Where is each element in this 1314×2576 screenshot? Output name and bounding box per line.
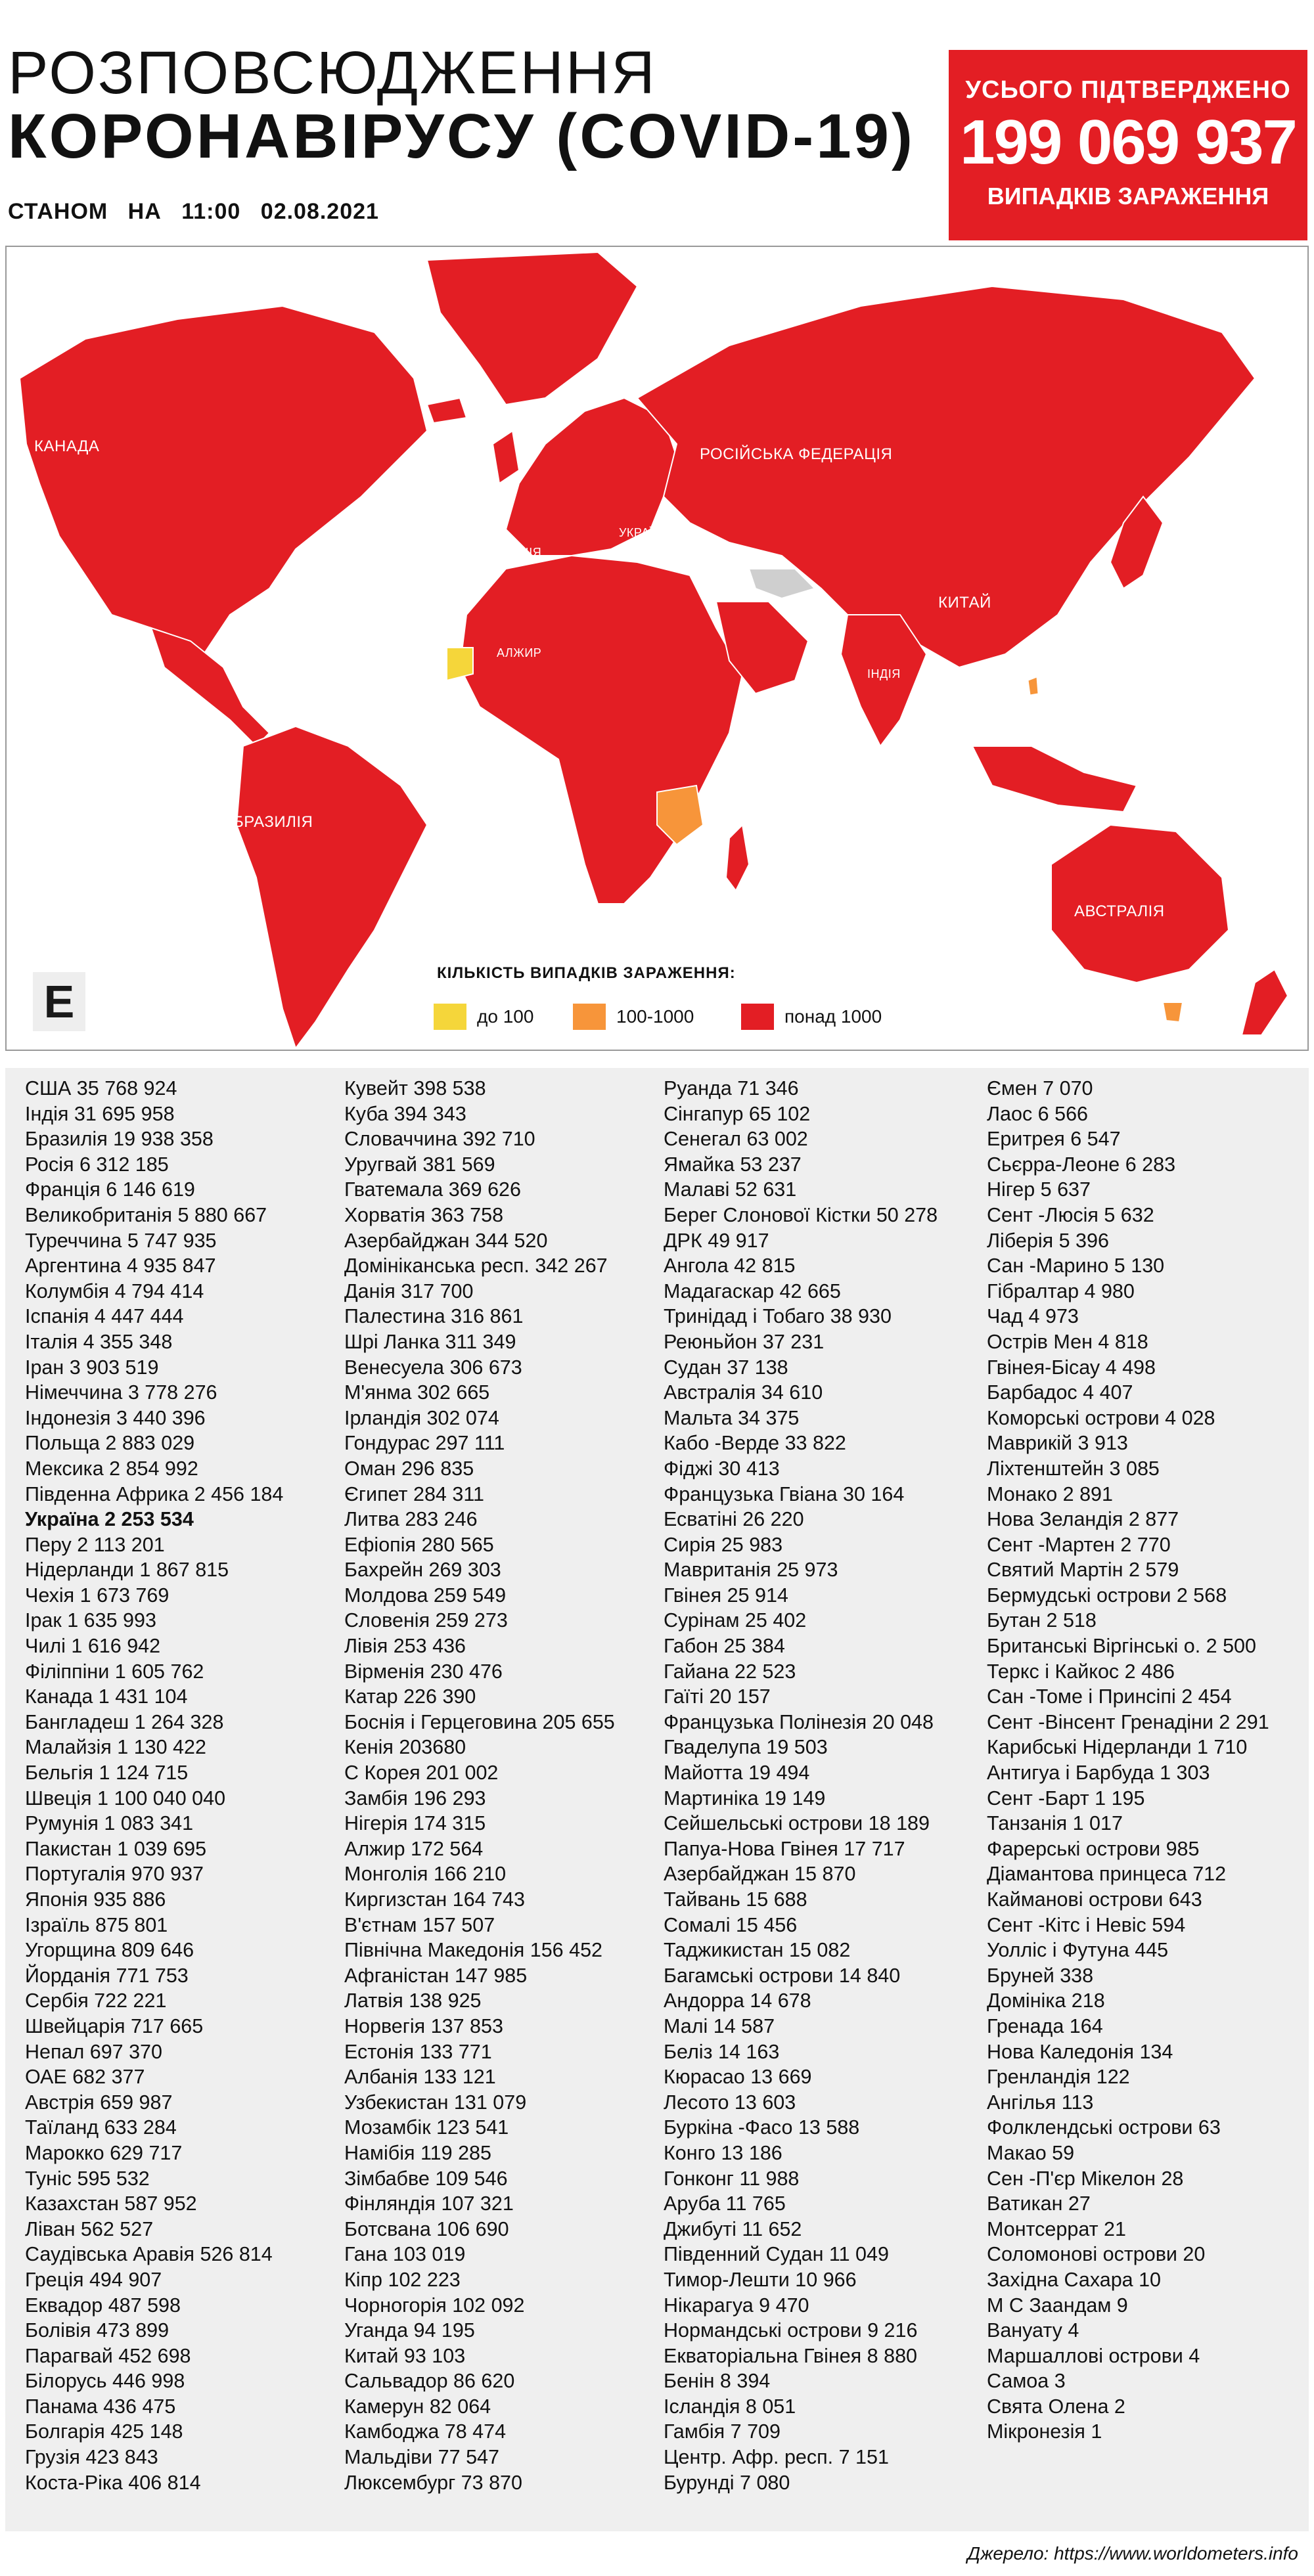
country-entry: Фолклендські острови 63 <box>987 2116 1221 2139</box>
map-label-brazil: БРАЗИЛІЯ <box>233 813 313 831</box>
legend-label-low: до 100 <box>477 1006 534 1027</box>
world-map-svg <box>7 247 1309 1051</box>
country-entry: Словенія 259 273 <box>344 1609 508 1632</box>
country-entry: США 35 768 924 <box>25 1077 177 1099</box>
country-entry: Білорусь 446 998 <box>25 2370 185 2393</box>
legend-swatch-red <box>741 1004 774 1030</box>
country-entry: Сан -Марино 5 130 <box>987 1255 1165 1277</box>
country-entry: Багамські острови 14 840 <box>664 1964 901 1987</box>
country-entry: Майотта 19 494 <box>664 1762 810 1785</box>
country-entry: Грузія 423 843 <box>25 2446 158 2469</box>
country-entry: Болівія 473 899 <box>25 2319 170 2342</box>
country-entry: Антигуа і Барбуда 1 303 <box>987 1762 1210 1785</box>
country-entry: Гваделупа 19 503 <box>664 1736 828 1759</box>
country-entry: Кабо -Верде 33 822 <box>664 1432 846 1455</box>
country-entry: Албанія 133 121 <box>344 2066 496 2089</box>
country-entry: Самоа 3 <box>987 2370 1066 2393</box>
indonesia-shape <box>972 746 1137 812</box>
country-entry: Нова Зеландія 2 877 <box>987 1508 1179 1531</box>
country-entry: Єгипет 284 311 <box>344 1482 484 1505</box>
country-entry: Перу 2 113 201 <box>25 1533 165 1556</box>
date-line <box>8 199 392 225</box>
legend-label-high: понад 1000 <box>784 1006 882 1027</box>
country-entry: Святий Мартін 2 579 <box>987 1559 1179 1582</box>
country-entry: Боснія і Герцеговина 205 655 <box>344 1710 615 1733</box>
country-entry: Малі 14 587 <box>664 2014 775 2037</box>
legend-item-high <box>741 1002 882 1031</box>
country-entry: Нова Каледонія 134 <box>987 2040 1173 2063</box>
country-entry: Мальта 34 375 <box>664 1406 800 1429</box>
country-entry: Іран 3 903 519 <box>25 1356 159 1379</box>
country-entry: Мікронезія 1 <box>987 2420 1102 2443</box>
country-entry: Бенін 8 394 <box>664 2370 771 2393</box>
country-entry: Ліхтенштейн 3 085 <box>987 1457 1160 1480</box>
country-entry: С Корея 201 002 <box>344 1762 499 1785</box>
country-entry: Папуа-Нова Гвінея 17 717 <box>664 1837 905 1860</box>
country-entry: Казахстан 587 952 <box>25 2192 197 2215</box>
country-entry: Острів Мен 4 818 <box>987 1330 1148 1353</box>
country-column-4 <box>987 1076 1269 2445</box>
country-entry: Південна Африка 2 456 184 <box>25 1482 284 1505</box>
country-entry: Люксембург 73 870 <box>344 2471 522 2494</box>
date-prefix: СТАНОМ <box>8 199 108 224</box>
country-entry: Андорра 14 678 <box>664 1989 811 2012</box>
africa-shape <box>460 556 742 904</box>
country-entry: Бельгія 1 124 715 <box>25 1762 189 1785</box>
country-entry: Сенегал 63 002 <box>664 1128 808 1151</box>
country-entry: Бразилія 19 938 358 <box>25 1128 214 1151</box>
country-entry: Уганда 94 195 <box>344 2319 475 2342</box>
country-entry: Фіджі 30 413 <box>664 1457 780 1480</box>
country-entry: Туніс 595 532 <box>25 2167 150 2190</box>
legend-swatch-yellow <box>434 1004 466 1030</box>
map-label-canada: КАНАДА <box>34 437 100 455</box>
confirmed-number: 199 069 937 <box>960 107 1296 177</box>
country-entry: Екваторіальна Гвінея 8 880 <box>664 2344 918 2367</box>
country-entry: Ірландія 302 074 <box>344 1406 499 1429</box>
country-entry: Судан 37 138 <box>664 1356 788 1379</box>
legend-swatch-orange <box>573 1004 606 1030</box>
country-entry: Лесото 13 603 <box>664 2091 796 2114</box>
country-entry: Гамбія 7 709 <box>664 2420 781 2443</box>
country-entry: Венесуела 306 673 <box>344 1356 522 1379</box>
country-entry: Сент -Мартен 2 770 <box>987 1533 1171 1556</box>
map-label-algeria: АЛЖИР <box>497 646 542 659</box>
map-label-usa: США <box>45 574 82 592</box>
country-entry: Шрі Ланка 311 349 <box>344 1330 516 1353</box>
country-entry: Сьєрра-Леоне 6 283 <box>987 1153 1176 1176</box>
country-entry: Танзанія 1 017 <box>987 1812 1123 1835</box>
country-entry: Нікарагуа 9 470 <box>664 2294 809 2317</box>
country-entry: Йорданія 771 753 <box>25 1964 189 1987</box>
country-entry: Польща 2 883 029 <box>25 1432 195 1455</box>
country-entry: Кіпр 102 223 <box>344 2268 461 2291</box>
country-entry: Литва 283 246 <box>344 1508 478 1531</box>
country-entry: Ізраїль 875 801 <box>25 1913 168 1936</box>
country-entry: Швейцарія 717 665 <box>25 2014 204 2037</box>
country-entry: Французька Полінезія 20 048 <box>664 1710 934 1733</box>
country-entry: Бахрейн 269 303 <box>344 1559 501 1582</box>
country-list <box>5 1068 1309 2531</box>
country-entry: Мавританія 25 973 <box>664 1559 838 1582</box>
country-entry: Узбекистан 131 079 <box>344 2091 527 2114</box>
country-entry: Португалія 970 937 <box>25 1863 204 1886</box>
country-entry: Монтсеррат 21 <box>987 2217 1126 2240</box>
country-entry: Угорщина 809 646 <box>25 1939 194 1962</box>
tasmania-shape <box>1163 1002 1183 1022</box>
country-entry: Афганістан 147 985 <box>344 1964 528 1987</box>
country-entry: Великобританія 5 880 667 <box>25 1203 267 1226</box>
country-entry: Коморські острови 4 028 <box>987 1406 1215 1429</box>
country-entry: Ефіопія 280 565 <box>344 1533 494 1556</box>
country-entry: Коста-Ріка 406 814 <box>25 2471 201 2494</box>
source-note: Джерело: https://www.worldometers.info <box>967 2543 1298 2564</box>
map-label-india: ІНДІЯ <box>867 667 901 680</box>
country-entry: Сальвадор 86 620 <box>344 2370 515 2393</box>
legend-item-low <box>434 1002 533 1031</box>
country-entry: Маршаллові острови 4 <box>987 2344 1200 2367</box>
country-entry: Гвінея-Бісау 4 498 <box>987 1356 1156 1379</box>
country-entry: Швеція 1 100 040 040 <box>25 1787 226 1810</box>
country-entry: Карибські Нідерланди 1 710 <box>987 1736 1248 1759</box>
country-entry: Домініка 218 <box>987 1989 1105 2012</box>
country-entry: Зімбабве 109 546 <box>344 2167 508 2190</box>
country-entry: Гвінея 25 914 <box>664 1584 788 1607</box>
country-entry: Чехія 1 673 769 <box>25 1584 170 1607</box>
country-entry: Ангілья 113 <box>987 2091 1094 2114</box>
date-value: 02.08.2021 <box>260 199 379 224</box>
country-entry: Таджикистан 15 082 <box>664 1939 851 1962</box>
date-on: НА <box>127 199 162 224</box>
country-entry: Монако 2 891 <box>987 1482 1113 1505</box>
country-entry: Камбоджа 78 474 <box>344 2420 507 2443</box>
country-entry: Аруба 11 765 <box>664 2192 786 2215</box>
country-column-1 <box>25 1076 283 2495</box>
country-entry: Сурінам 25 402 <box>664 1609 807 1632</box>
country-entry: Італія 4 355 348 <box>25 1330 173 1353</box>
country-entry: Азербайджан 344 520 <box>344 1229 548 1252</box>
map-label-ukraine: УКРАЇНА <box>619 526 671 539</box>
country-entry: Гаїті 20 157 <box>664 1685 771 1708</box>
country-entry: Румунія 1 083 341 <box>25 1812 194 1835</box>
country-entry: Азербайджан 15 870 <box>664 1863 856 1886</box>
country-entry: Китай 93 103 <box>344 2344 466 2367</box>
country-entry: Парагвай 452 698 <box>25 2344 191 2367</box>
country-entry: Соломонові острови 20 <box>987 2243 1206 2266</box>
country-entry: Канада 1 431 104 <box>25 1685 188 1708</box>
country-entry: Фінляндія 107 321 <box>344 2192 514 2215</box>
country-entry: Сан -Томе і Принсіпі 2 454 <box>987 1685 1232 1708</box>
country-entry: Еквадор 487 598 <box>25 2294 181 2317</box>
country-entry: ОАЕ 682 377 <box>25 2066 145 2089</box>
date-time: 11:00 <box>181 199 241 224</box>
country-entry: Норвегія 137 853 <box>344 2014 503 2037</box>
legend-label-mid: 100-1000 <box>616 1006 694 1027</box>
country-entry: Росія 6 312 185 <box>25 1153 169 1176</box>
country-entry: Ліван 562 527 <box>25 2217 154 2240</box>
south-america-shape <box>237 726 427 1048</box>
country-entry: Сейшельські острови 18 189 <box>664 1812 930 1835</box>
country-entry: Конго 13 186 <box>664 2141 782 2164</box>
country-entry: Французька Гвіана 30 164 <box>664 1482 905 1505</box>
country-entry: Киргизстан 164 743 <box>344 1888 525 1911</box>
country-entry: Бурунді 7 080 <box>664 2471 790 2494</box>
country-entry: Іспанія 4 447 444 <box>25 1305 184 1328</box>
country-entry: Малаві 52 631 <box>664 1178 797 1201</box>
country-entry: Марокко 629 717 <box>25 2141 183 2164</box>
country-entry: Куба 394 343 <box>344 1102 466 1125</box>
country-entry: Макао 59 <box>987 2141 1075 2164</box>
confirmed-box <box>949 50 1307 240</box>
country-entry: Руанда 71 346 <box>664 1077 799 1099</box>
country-entry: Тимор-Лешти 10 966 <box>664 2268 857 2291</box>
country-entry: Чилі 1 616 942 <box>25 1635 161 1658</box>
country-entry: Бутан 2 518 <box>987 1609 1097 1632</box>
country-entry: Західна Сахара 10 <box>987 2268 1162 2291</box>
country-entry: Ліберія 5 396 <box>987 1229 1109 1252</box>
country-entry: Есватіні 26 220 <box>664 1508 804 1531</box>
country-entry: Катар 226 390 <box>344 1685 476 1708</box>
confirmed-label-top: УСЬОГО ПІДТВЕРДЖЕНО <box>965 76 1291 104</box>
iceland-shape <box>427 398 466 423</box>
country-entry: Молдова 259 549 <box>344 1584 507 1607</box>
confirmed-label-bottom: ВИПАДКІВ ЗАРАЖЕННЯ <box>987 182 1269 210</box>
country-entry: Ботсвана 106 690 <box>344 2217 509 2240</box>
country-entry: Сербія 722 221 <box>25 1989 167 2012</box>
country-entry: Данія 317 700 <box>344 1279 474 1302</box>
country-entry: Нігерія 174 315 <box>344 1812 486 1835</box>
country-entry: Реюньйон 37 231 <box>664 1330 825 1353</box>
country-entry: Ямайка 53 237 <box>664 1153 802 1176</box>
madagascar-shape <box>726 825 749 891</box>
country-entry: Ангола 42 815 <box>664 1255 796 1277</box>
country-entry: Гібралтар 4 980 <box>987 1279 1135 1302</box>
greenland-shape <box>427 252 637 405</box>
country-entry: Британські Віргінські о. 2 500 <box>987 1635 1256 1658</box>
country-entry: Кенія 203680 <box>344 1736 466 1759</box>
country-entry: Гренландія 122 <box>987 2066 1130 2089</box>
country-entry: Беліз 14 163 <box>664 2040 780 2063</box>
country-entry: Нідерланди 1 867 815 <box>25 1559 229 1582</box>
country-entry: Барбадос 4 407 <box>987 1381 1133 1404</box>
country-entry: Південний Судан 11 049 <box>664 2243 889 2266</box>
country-entry: Пакистан 1 039 695 <box>25 1837 207 1860</box>
country-entry: Уолліс і Футуна 445 <box>987 1939 1169 1962</box>
country-entry: Саудівська Аравія 526 814 <box>25 2243 273 2266</box>
country-entry: Німеччина 3 778 276 <box>25 1381 217 1404</box>
central-america-shape <box>151 628 269 746</box>
country-entry: Сирія 25 983 <box>664 1533 783 1556</box>
country-entry: Панама 436 475 <box>25 2395 176 2418</box>
legend-title: КІЛЬКІСТЬ ВИПАДКІВ ЗАРАЖЕННЯ: <box>437 964 736 982</box>
north-america-shape <box>20 306 427 654</box>
country-entry: Гватемала 369 626 <box>344 1178 521 1201</box>
country-entry: Ватикан 27 <box>987 2192 1091 2215</box>
country-entry: Північна Македонія 156 452 <box>344 1939 603 1962</box>
country-entry: Кувейт 398 538 <box>344 1077 486 1099</box>
country-entry: Мальдіви 77 547 <box>344 2446 499 2469</box>
country-entry: Вануату 4 <box>987 2319 1079 2342</box>
country-entry: Австрія 659 987 <box>25 2091 173 2114</box>
country-entry: В'єтнам 157 507 <box>344 1913 495 1936</box>
espreso-logo: E <box>33 972 85 1031</box>
country-entry: Сент -Кітс і Невіс 594 <box>987 1913 1186 1936</box>
country-entry: Ірак 1 635 993 <box>25 1609 156 1632</box>
country-entry: Сент -Люсія 5 632 <box>987 1203 1154 1226</box>
country-entry: Бангладеш 1 264 328 <box>25 1710 224 1733</box>
country-entry: Габон 25 384 <box>664 1635 785 1658</box>
country-entry: Гренада 164 <box>987 2014 1103 2037</box>
country-column-2 <box>344 1076 615 2495</box>
title-line-1: РОЗПОВСЮДЖЕННЯ <box>8 39 657 106</box>
country-entry: Колумбія 4 794 414 <box>25 1279 204 1302</box>
country-entry: Буркіна -Фасо 13 588 <box>664 2116 860 2139</box>
country-entry: Болгарія 425 148 <box>25 2420 183 2443</box>
country-entry: Сомалі 15 456 <box>664 1913 798 1936</box>
map-label-russia: РОСІЙСЬКА ФЕДЕРАЦІЯ <box>700 445 893 463</box>
country-entry: Джибуті 11 652 <box>664 2217 802 2240</box>
country-entry: Монголія 166 210 <box>344 1863 507 1886</box>
country-entry: Сент -Барт 1 195 <box>987 1787 1145 1810</box>
caspian-sea-shape <box>729 546 742 579</box>
country-entry: Замбія 196 293 <box>344 1787 486 1810</box>
country-entry: Сінгапур 65 102 <box>664 1102 811 1125</box>
country-entry: Маврикій 3 913 <box>987 1432 1128 1455</box>
country-entry: Хорватія 363 758 <box>344 1203 504 1226</box>
country-entry: Гайана 22 523 <box>664 1660 796 1683</box>
country-entry: Теркс і Кайкос 2 486 <box>987 1660 1175 1683</box>
country-entry: Оман 296 835 <box>344 1457 474 1480</box>
country-entry: Фарерські острови 985 <box>987 1837 1200 1860</box>
country-entry: Австралія 34 610 <box>664 1381 823 1404</box>
country-entry: Гана 103 019 <box>344 2243 466 2266</box>
country-entry: Туреччина 5 747 935 <box>25 1229 217 1252</box>
country-entry: Нігер 5 637 <box>987 1178 1091 1201</box>
country-entry: Лаос 6 566 <box>987 1102 1088 1125</box>
country-entry: Латвія 138 925 <box>344 1989 482 2012</box>
country-entry: Індія 31 695 958 <box>25 1102 175 1125</box>
country-entry: Камерун 82 064 <box>344 2395 491 2418</box>
country-entry: Філіппіни 1 605 762 <box>25 1660 204 1683</box>
country-entry: Чад 4 973 <box>987 1305 1079 1328</box>
country-entry: Вірменія 230 476 <box>344 1660 503 1683</box>
country-entry: Бермудські острови 2 568 <box>987 1584 1227 1607</box>
country-entry: Франція 6 146 619 <box>25 1178 195 1201</box>
western-sahara-shape <box>447 648 473 680</box>
country-entry: Ємен 7 070 <box>987 1077 1093 1099</box>
country-entry: Ісландія 8 051 <box>664 2395 796 2418</box>
country-entry: Непал 697 370 <box>25 2040 162 2063</box>
country-entry: Гонконг 11 988 <box>664 2167 800 2190</box>
country-entry: Еритрея 6 547 <box>987 1128 1121 1151</box>
country-entry: Домініканська респ. 342 267 <box>344 1255 608 1277</box>
country-entry: Чорногорія 102 092 <box>344 2294 525 2317</box>
country-entry: Намібія 119 285 <box>344 2141 491 2164</box>
legend-item-mid <box>573 1002 694 1031</box>
map-label-france: ФРАНЦІЯ <box>486 546 542 559</box>
country-entry: Мартиніка 19 149 <box>664 1787 826 1810</box>
country-entry: Кайманові острови 643 <box>987 1888 1202 1911</box>
country-entry: Бруней 338 <box>987 1964 1094 1987</box>
country-entry: Уругвай 381 569 <box>344 1153 495 1176</box>
country-entry: Тайвань 15 688 <box>664 1888 807 1911</box>
country-entry: Сен -П'єр Мікелон 28 <box>987 2167 1184 2190</box>
country-entry: Кюрасао 13 669 <box>664 2066 812 2089</box>
new-zealand-shape <box>1242 969 1288 1035</box>
country-entry: Греція 494 907 <box>25 2268 162 2291</box>
country-column-3 <box>664 1076 938 2495</box>
country-entry: Україна 2 253 534 <box>25 1508 194 1531</box>
country-entry: Таїланд 633 284 <box>25 2116 177 2139</box>
country-entry: Словаччина 392 710 <box>344 1128 535 1151</box>
country-entry: Свята Олена 2 <box>987 2395 1125 2418</box>
country-entry: Малайзія 1 130 422 <box>25 1736 206 1759</box>
title-line-2: КОРОНАВІРУСУ (COVID-19) <box>8 101 916 171</box>
country-entry: М'янма 302 665 <box>344 1381 490 1404</box>
country-entry: Лівія 253 436 <box>344 1635 466 1658</box>
country-entry: Мексика 2 854 992 <box>25 1457 198 1480</box>
taiwan-shape <box>1028 677 1038 695</box>
country-entry: Естонія 133 771 <box>344 2040 492 2063</box>
country-entry: Гондурас 297 111 <box>344 1432 505 1455</box>
country-entry: Тринідад і Тобаго 38 930 <box>664 1305 892 1328</box>
country-entry: Індонезія 3 440 396 <box>25 1406 206 1429</box>
map-label-china: КИТАЙ <box>938 594 991 611</box>
country-entry: Аргентина 4 935 847 <box>25 1255 216 1277</box>
country-entry: Палестина 316 861 <box>344 1305 524 1328</box>
uk-shape <box>493 431 519 483</box>
country-entry: М С Заандам 9 <box>987 2294 1128 2317</box>
country-entry: Сент -Вінсент Гренадіни 2 291 <box>987 1710 1269 1733</box>
country-entry: ДРК 49 917 <box>664 1229 769 1252</box>
country-entry: Берег Слонової Кістки 50 278 <box>664 1203 938 1226</box>
country-entry: Діамантова принцеса 712 <box>987 1863 1227 1886</box>
country-entry: Нормандські острови 9 216 <box>664 2319 918 2342</box>
country-entry: Японія 935 886 <box>25 1888 166 1911</box>
country-entry: Мозамбік 123 541 <box>344 2116 509 2139</box>
country-entry: Алжир 172 564 <box>344 1837 484 1860</box>
country-entry: Центр. Афр. респ. 7 151 <box>664 2446 889 2469</box>
map-label-australia: АВСТРАЛІЯ <box>1074 902 1165 920</box>
world-map <box>5 246 1309 1051</box>
country-entry: Мадагаскар 42 665 <box>664 1279 841 1302</box>
